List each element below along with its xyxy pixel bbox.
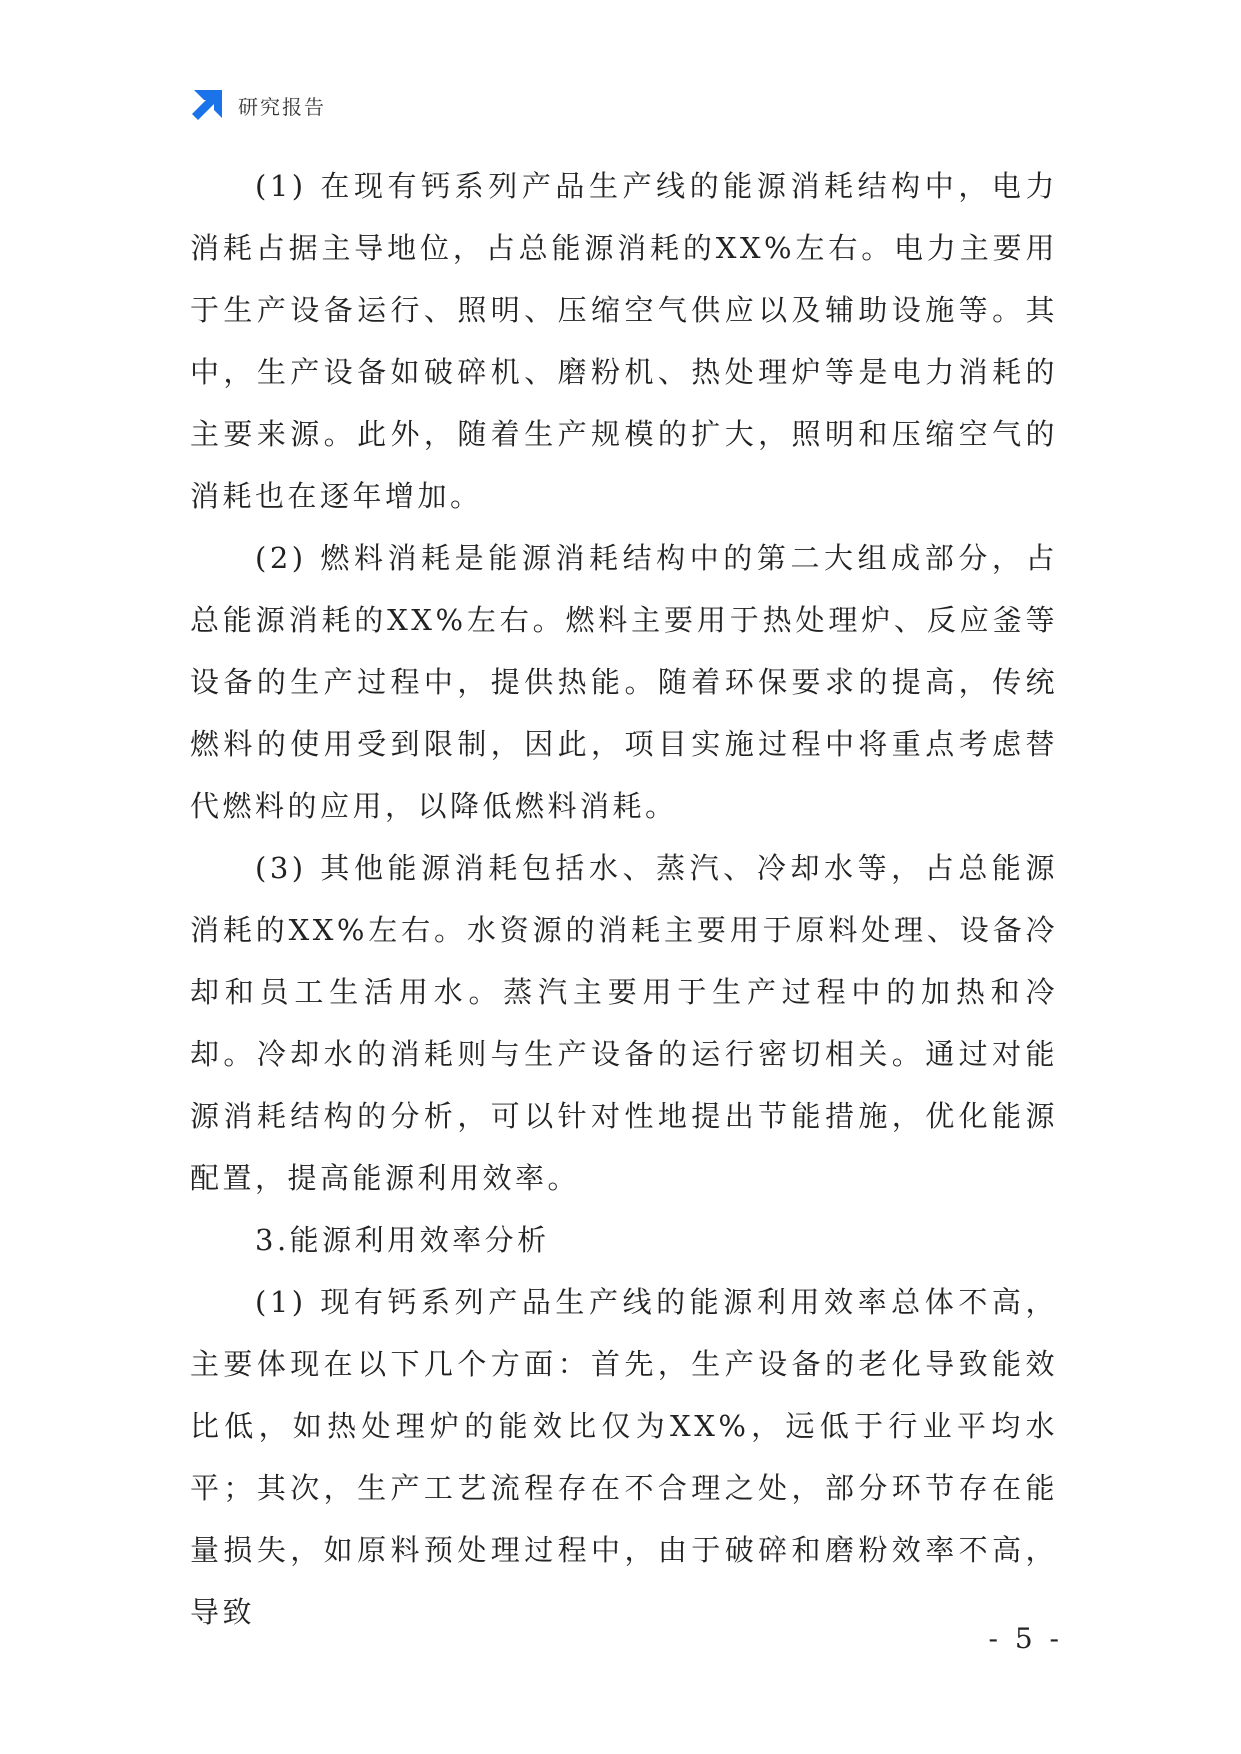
page-header bbox=[190, 88, 326, 122]
header-title: 研究报告 bbox=[238, 94, 326, 119]
paragraph-efficiency: (1) 现有钙系列产品生产线的能源利用效率总体不高，主要体现在以下几个方面：首先，生产设备的老化导致能效比低，如热处理炉的能效比仅为XX%，远低于行业平均水平；其次，生产工艺流程存在不合理之处，部分环节存在能量损失，如原料预处理过程中，由于破碎和磨粉效率不高，导致 bbox=[190, 1285, 1058, 1629]
arrow-up-right-icon bbox=[190, 88, 224, 122]
paragraph-fuel: (2) 燃料消耗是能源消耗结构中的第二大组成部分，占总能源消耗的XX%左右。燃料主要用于热处理炉、反应釜等设备的生产过程中，提供热能。随着环保要求的提高，传统燃料的使用受到限制，因此，项目实施过程中将重点考虑替代燃料的应用，以降低燃料消耗。 bbox=[190, 541, 1058, 823]
document-body bbox=[190, 155, 1058, 1643]
page-number: - 5 - bbox=[988, 1622, 1063, 1655]
paragraph-electricity: (1) 在现有钙系列产品生产线的能源消耗结构中，电力消耗占据主导地位，占总能源消耗的XX%左右。电力主要用于生产设备运行、照明、压缩空气供应以及辅助设施等。其中，生产设备如破碎机、磨粉机、热处理炉等是电力消耗的主要来源。此外，随着生产规模的扩大，照明和压缩空气的消耗也在逐年增加。 bbox=[190, 169, 1058, 513]
paragraph-other-energy: (3) 其他能源消耗包括水、蒸汽、冷却水等，占总能源消耗的XX%左右。水资源的消耗主要用于原料处理、设备冷却和员工生活用水。蒸汽主要用于生产过程中的加热和冷却。冷却水的消耗则与生产设备的运行密切相关。通过对能源消耗结构的分析，可以针对性地提出节能措施，优化能源配置，提高能源利用效率。 bbox=[190, 851, 1058, 1195]
section-heading: 3.能源利用效率分析 bbox=[255, 1223, 550, 1257]
